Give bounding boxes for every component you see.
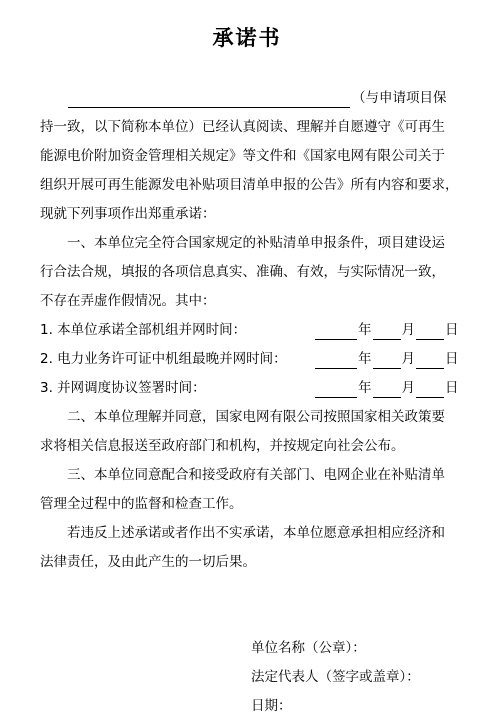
- year-blank[interactable]: [315, 383, 357, 398]
- date-row-dispatch-agreement: 3. 并网调度协议签署时间： 年 月 日: [40, 380, 459, 396]
- clause2-line-2: 求将相关信息报送至政府部门和机构，并按规定向社会公布。: [40, 438, 405, 454]
- page-title: 承诺书: [212, 26, 282, 50]
- day-blank[interactable]: [416, 325, 444, 340]
- month-blank[interactable]: [373, 383, 401, 398]
- date-row-license-latest-connection: 2. 电力业务许可证中机组最晚并网时间： 年 月 日: [40, 351, 459, 367]
- intro-line-1: （与申请项目保: [40, 88, 464, 108]
- clause1-line-3: 不存在弄虚作假情况。其中：: [40, 293, 216, 309]
- signature-date: 日期：: [251, 698, 292, 714]
- clause3-line-2: 管理全过程中的监督和检查工作。: [40, 496, 243, 512]
- closing-line-1: 若违反上述承诺或者作出不实承诺，本单位愿意承担相应经济和: [67, 525, 445, 541]
- signature-legal-representative: 法定代表人（签字或盖章）：: [251, 669, 420, 685]
- month-blank[interactable]: [373, 325, 401, 340]
- intro-line-4: 组织开展可再生能源发电补贴项目清单申报的公告》所有内容和要求，: [40, 177, 459, 193]
- intro-line-5: 现就下列事项作出郑重承诺：: [40, 206, 216, 222]
- clause1-line-2: 行合法合规，填报的各项信息真实、准确、有效，与实际情况一致，: [40, 264, 445, 280]
- intro-line-3: 能源电价附加资金管理相关规定》等文件和《国家电网有限公司关于: [40, 148, 445, 164]
- closing-line-2: 法律责任，及由此产生的一切后果。: [40, 554, 256, 570]
- month-blank[interactable]: [373, 354, 401, 369]
- day-blank[interactable]: [416, 354, 444, 369]
- day-blank[interactable]: [416, 383, 444, 398]
- applicant-name-blank[interactable]: [68, 93, 350, 108]
- clause1-line-1: 一、本单位完全符合国家规定的补贴清单申报条件，项目建设运: [67, 235, 445, 251]
- signature-unit-name: 单位名称（公章）：: [251, 640, 366, 656]
- year-blank[interactable]: [315, 325, 357, 340]
- intro-line-2: 持一致，以下简称本单位）已经认真阅读、理解并自愿遵守《可再生: [40, 119, 445, 135]
- date-row-grid-connection: 1. 本单位承诺全部机组并网时间： 年 月 日: [40, 322, 459, 338]
- year-blank[interactable]: [315, 354, 357, 369]
- clause3-line-1: 三、本单位同意配合和接受政府有关部门、电网企业在补贴清单: [67, 467, 445, 483]
- clause2-line-1: 二、本单位理解并同意，国家电网有限公司按照国家相关政策要: [67, 409, 445, 425]
